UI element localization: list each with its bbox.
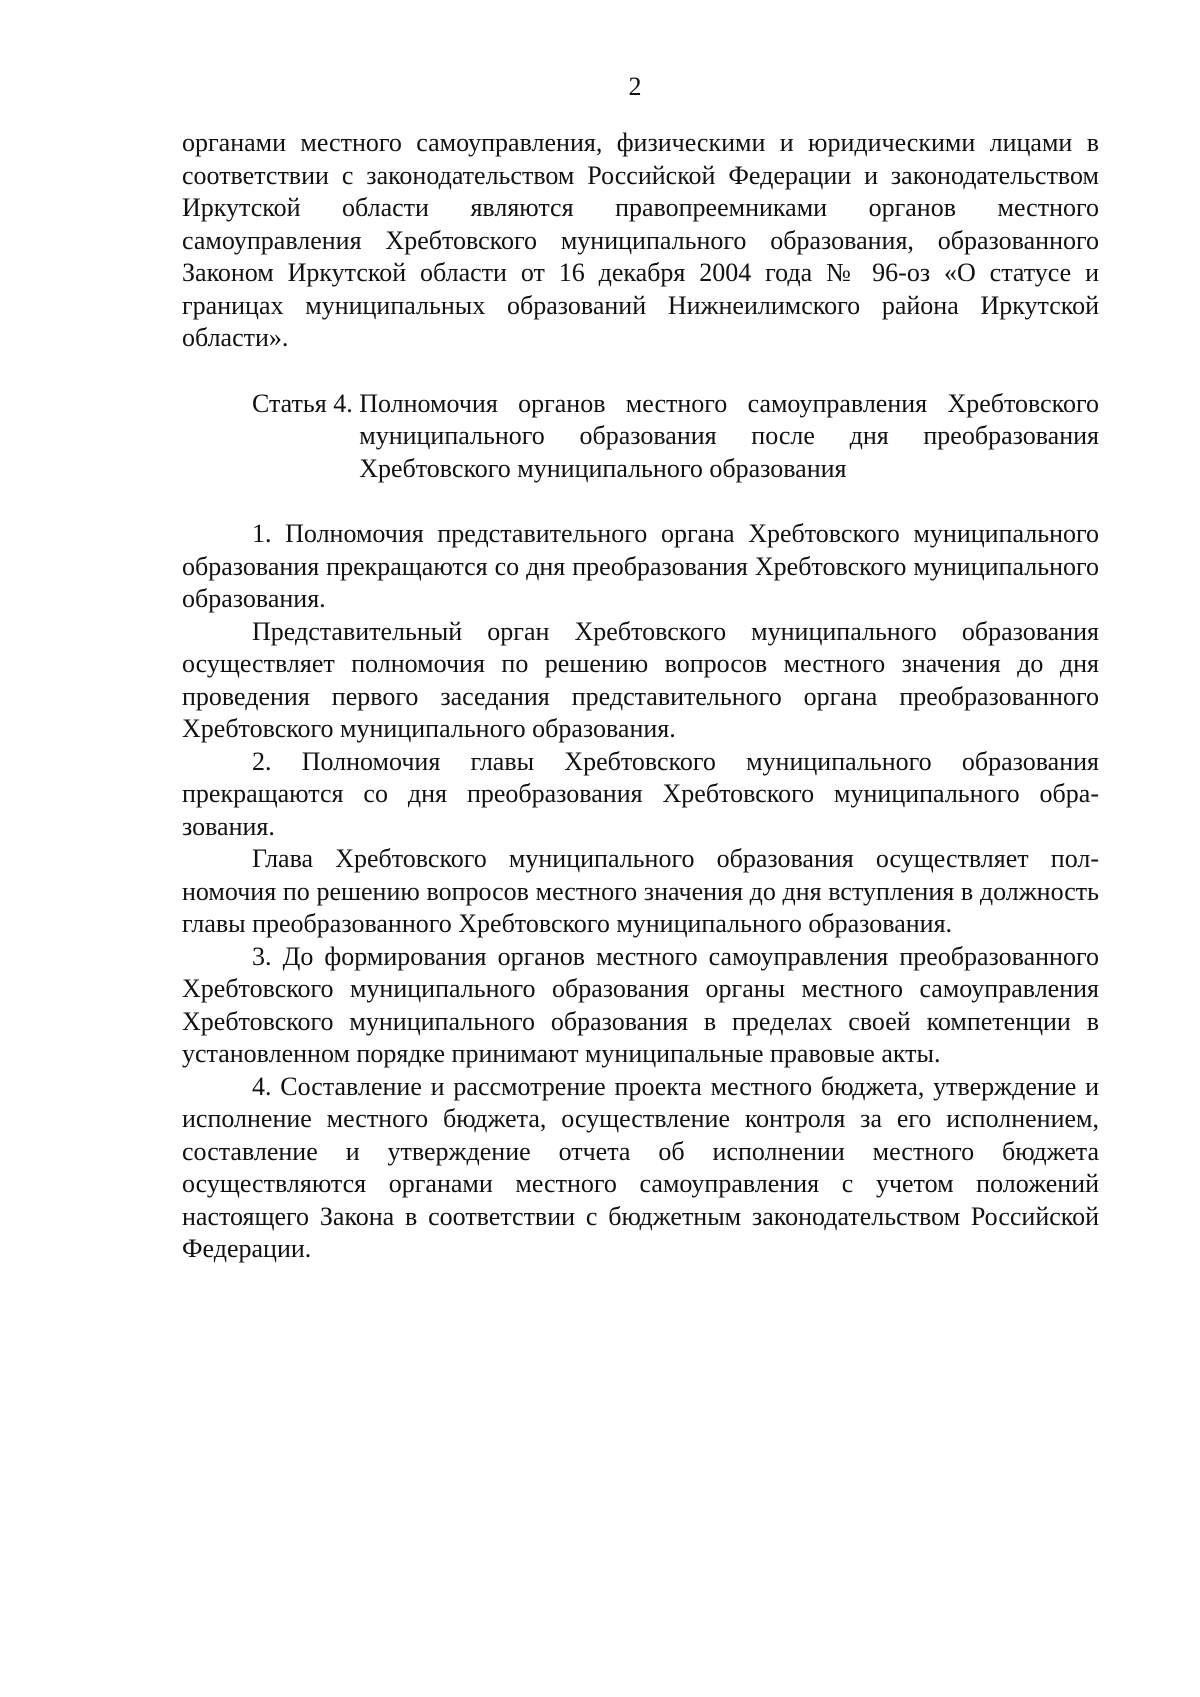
article-title: Полномочия органов местного самоуправления Хребтовского муниципального образования после дня преобразования Хребтовского муниципального образования: [359, 388, 1099, 483]
page-number: 2: [628, 72, 642, 101]
paragraph-2-continuation: Глава Хребтовского муниципального образования осуществляет полномочия по решению вопросов местного значения до дня вступления в должность главы преобразованного Хребтовского муниципального образования.: [182, 844, 1099, 938]
article-label: Статья 4.: [252, 388, 353, 418]
paragraph-3: 3. До формирования органов местного самоуправления преобразованного Хребтовского муниципального образования органы местного самоуправления Хребтовского муниципального образования в пределах своей компетенции в установленном порядке принимают муниципальные правовые акты.: [182, 941, 1099, 1068]
intro-paragraph: органами местного самоуправления, физическими и юридическими лицами в соответствии с законодательством Российской Федерации и законодательством Иркутской области являются правопреемниками органов местного самоуправления Хребтовского муниципального образования, образованного Законом Иркутской области от 16 декабря 2004 года № 96-оз «О статусе и границах муниципальных образований Нижнеилимского района Иркутской области».: [182, 128, 1099, 352]
paragraph-2: 2. Полномочия главы Хребтовского муниципального образования прекращаются со дня преобразования Хребтовского муниципального образования.: [182, 746, 1099, 841]
document-body: [182, 127, 1099, 1266]
paragraph-1: 1. Полномочия представительного органа Хребтовского муниципального образования прекращаются со дня преобразования Хребтовского муниципального образования.: [182, 519, 1099, 613]
paragraph-4: 4. Составление и рассмотрение проекта местного бюджета, утверждение и исполнение местного бюджета, осуществление контроля за его исполнением, составление и утверждение отчета об исполнении местного бюджета осуществляются органами местного самоуправления с учетом положений настоящего Закона в соответствии с бюджетным законодательством Российской Федерации.: [182, 1071, 1099, 1263]
article-heading: [182, 388, 1099, 486]
paragraph-1-continuation: Представительный орган Хребтовского муниципального образования осуществляет полномочия по решению вопросов местного значения до дня проведения первого заседания представительного органа преобразованного Хребтовского муниципального образования.: [182, 616, 1099, 743]
